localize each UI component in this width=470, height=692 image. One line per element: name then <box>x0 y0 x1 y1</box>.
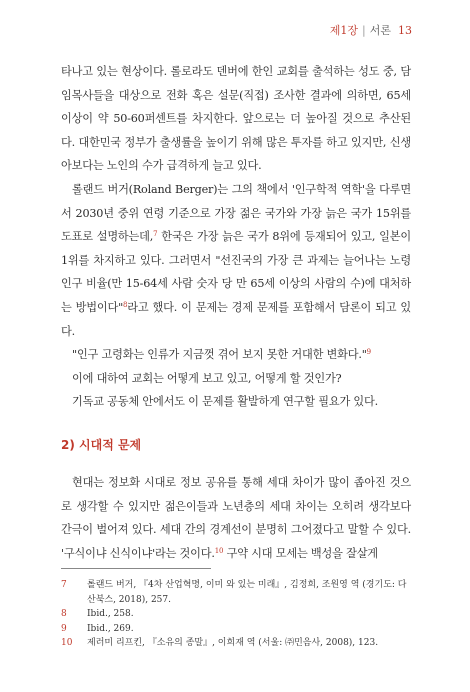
footnote-ref-9[interactable]: 9 <box>366 348 371 357</box>
paragraph-2-part-1: 롤랜드 버거(Roland Berger)는 그의 책에서 '인구학적 역학'을 다루면서 2030년 중위 연령 기준으로 가장 젊은 국가와 가장 늙은 국가 15위를 도표로 설명하는데, <box>61 182 411 244</box>
conclusion-text: 기독교 공동체 안에서도 이 문제를 활발하게 연구할 필요가 있다. <box>72 395 378 409</box>
question-text: 이에 대하여 교회는 어떻게 보고 있고, 어떻게 할 것인가? <box>72 371 342 385</box>
footnote-text: 롤랜드 버거, 『4차 산업혁명, 이미 와 있는 미래』, 김정희, 조원영 역 (경기도: 다산북스, 2018), 257. <box>87 580 407 605</box>
footnote-number: 7 <box>61 580 67 590</box>
running-header <box>330 22 412 38</box>
paragraph-5 <box>61 390 411 414</box>
footnote-9 <box>61 622 411 637</box>
header-separator: | <box>362 24 366 37</box>
footnote-number: 9 <box>61 623 67 634</box>
footnote-8 <box>61 607 411 622</box>
chapter-label: 제1장 <box>329 24 359 37</box>
paragraph-6-part-1: 현대는 정보화 시대로 정보 공유를 통해 세대 차이가 많이 좁아진 것으로 생각할 수 있지만 젊은이들과 노년층의 세대 차이는 오히려 생각보다 간극이 벌어져 있다. 세대 간의 경계선이 분명히 그어졌다고 말할 수 있다. '구식이냐 신식이냐'라는 것이다. <box>61 475 411 560</box>
footnote-ref-10[interactable]: 10 <box>214 546 224 555</box>
footnote-text: Ibid., 269. <box>87 623 134 634</box>
footnote-text: 제러미 리프킨, 『소유의 종말』, 이희재 역 (서울: ㈜민음사, 2008), 123. <box>87 638 379 649</box>
footnote-divider <box>61 568 211 569</box>
footnote-10 <box>61 636 411 651</box>
footnote-7 <box>61 578 411 607</box>
footnotes <box>61 578 411 651</box>
footnote-number: 8 <box>61 609 67 620</box>
footnote-number: 10 <box>61 638 73 649</box>
paragraph-6 <box>61 471 411 565</box>
page-number: 13 <box>398 24 412 37</box>
body-text <box>61 60 411 565</box>
chapter-title: 서론 <box>369 24 391 37</box>
footnote-text: Ibid., 258. <box>87 609 134 620</box>
section-title: 2) 시대적 문제 <box>61 437 142 452</box>
paragraph-2-part-2: 한국은 가장 늙은 국가 8위에 등재되어 있고, 일본이 1위를 차지하고 있다. 그러면서 "선진국의 가장 큰 과제는 늘어나는 노령 인구 비율(만 15-64세 사람 숫자 당 만 65세 이상의 사람의 수)에 대처하는 방법이다" <box>61 230 411 314</box>
footnote-ref-7[interactable]: 7 <box>153 230 158 239</box>
paragraph-6-part-2: 구약 시대 모세는 백성을 잘살게 <box>223 546 378 560</box>
paragraph-3 <box>61 343 411 367</box>
paragraph-1: 타나고 있는 현상이다. 롤로라도 덴버에 한인 교회를 출석하는 성도 중, 담임목사들을 대상으로 전화 혹은 설문(직접) 조사한 결과에 의하면, 65세 이상이 약 50-60퍼센트를 차지한다. 앞으로는 더 높아질 것으로 추산된다. 대한민국 정부가 출생률을 높이기 위해 많은 투자를 하고 있지만, 신생아보다는 노인의 수가 급격하게 늘고 있다. <box>61 65 411 173</box>
paragraph-2 <box>61 178 411 343</box>
paragraph-2-part-3: 라고 했다. 이 문제는 경제 문제를 포함해서 담론이 되고 있다. <box>61 300 411 338</box>
paragraph-4 <box>61 367 411 391</box>
quote-text: "인구 고령화는 인류가 지금껏 겪어 보지 못한 거대한 변화다." <box>72 348 367 362</box>
footnote-ref-8[interactable]: 8 <box>123 300 128 309</box>
